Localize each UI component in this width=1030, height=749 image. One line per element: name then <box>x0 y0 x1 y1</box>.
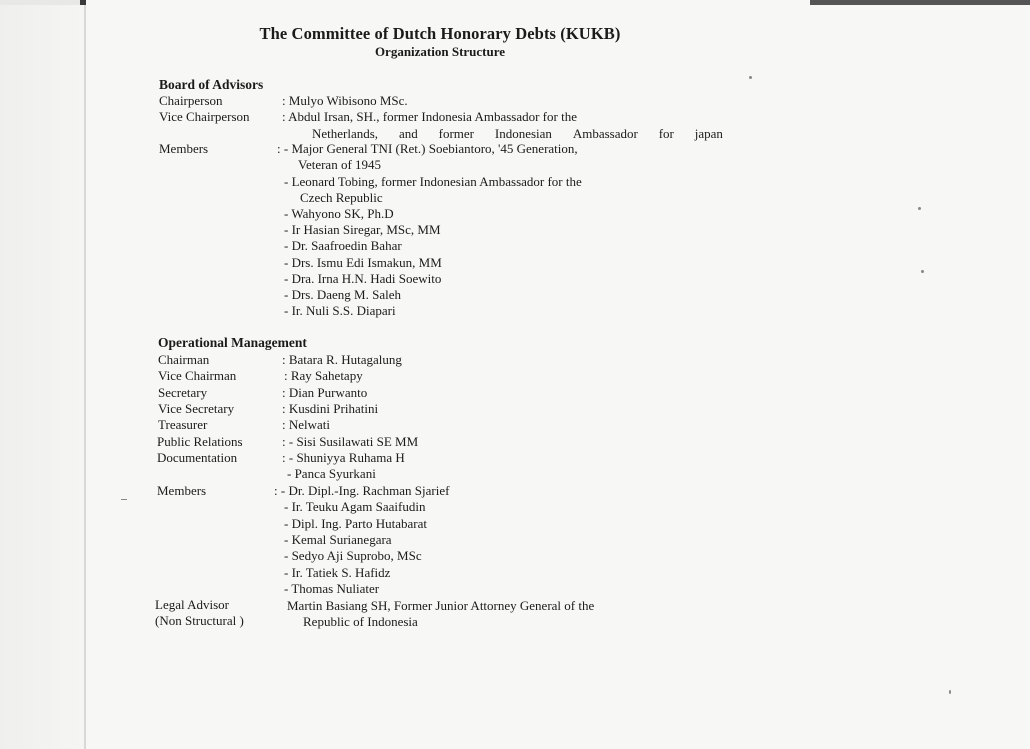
value-chairperson: : Mulyo Wibisono MSc. <box>282 93 408 108</box>
label-chairperson: Chairperson <box>159 93 223 108</box>
board-member-line: - Drs. Daeng M. Saleh <box>284 287 401 302</box>
board-member-line: : - Major General TNI (Ret.) Soebiantoro, '45 Generation, <box>277 141 578 156</box>
section-heading-board: Board of Advisors <box>159 77 264 92</box>
word: for <box>658 126 674 141</box>
operational-member-line: - Kemal Surianegara <box>284 532 392 547</box>
board-member-line: - Ir. Nuli S.S. Diapari <box>284 303 396 318</box>
operational-member-line: - Ir. Teuku Agam Saaifudin <box>284 499 426 514</box>
word: former <box>438 126 474 141</box>
label-legal-advisor: Legal Advisor <box>155 597 230 612</box>
label-board-members: Members <box>159 141 209 156</box>
scan-edge <box>0 0 1030 5</box>
label-operational-members: Members <box>157 483 207 498</box>
section-heading-operational: Operational Management <box>158 335 307 350</box>
documentation-continuation: - Panca Syurkani <box>287 466 376 481</box>
word: Indonesian <box>494 126 552 141</box>
operational-member-line: - Thomas Nuliater <box>284 581 380 596</box>
fold-line <box>84 0 86 749</box>
document-subtitle: Organization Structure <box>374 44 506 59</box>
label-role: Documentation <box>157 450 238 465</box>
document-title: The Committee of Dutch Honorary Debts (KUKB) <box>259 24 621 43</box>
value-role: : Ray Sahetapy <box>284 368 363 383</box>
operational-member-line: - Sedyo Aji Suprobo, MSc <box>284 548 422 563</box>
board-member-line: Veteran of 1945 <box>298 157 382 172</box>
scan-speck <box>918 207 921 210</box>
board-member-line: - Drs. Ismu Edi Ismakun, MM <box>284 255 442 270</box>
value-role: : - Shuniyya Ruhama H <box>282 450 405 465</box>
label-role: Vice Chairman <box>158 368 237 383</box>
value-role: : Kusdini Prihatini <box>282 401 379 416</box>
scan-speck <box>921 270 924 273</box>
board-member-line: - Dr. Saafroedin Bahar <box>284 238 402 253</box>
legal-advisor-continuation: Republic of Indonesia <box>303 614 418 629</box>
word: Ambassador <box>572 126 638 141</box>
label-role: Public Relations <box>157 434 243 449</box>
board-member-line: - Dra. Irna H.N. Hadi Soewito <box>284 271 442 286</box>
label-legal-advisor-sub: (Non Structural ) <box>155 613 244 628</box>
value-role: : Batara R. Hutagalung <box>282 352 402 367</box>
operational-member-line: - Ir. Tatiek S. Hafidz <box>284 565 391 580</box>
label-role: Chairman <box>158 352 210 367</box>
board-member-line: - Wahyono SK, Ph.D <box>284 206 394 221</box>
vice-chairperson-continuation <box>312 126 723 142</box>
operational-member-line: - Dipl. Ing. Parto Hutabarat <box>284 516 427 531</box>
label-vice-chairperson: Vice Chairperson <box>159 109 250 124</box>
value-vice-chairperson: : Abdul Irsan, SH., former Indonesia Ambassador for the <box>282 109 577 124</box>
label-role: Secretary <box>158 385 208 400</box>
scan-speck <box>121 499 127 500</box>
operational-member-line: : - Dr. Dipl.-Ing. Rachman Sjarief <box>274 483 450 498</box>
word: japan <box>694 126 723 141</box>
label-role: Treasurer <box>158 417 208 432</box>
board-member-line: - Ir Hasian Siregar, MSc, MM <box>284 222 441 237</box>
value-role: : Nelwati <box>282 417 331 432</box>
board-member-line: - Leonard Tobing, former Indonesian Ambassador for the <box>284 174 582 189</box>
scan-margin <box>0 0 84 749</box>
scan-speck <box>949 690 951 694</box>
word: Netherlands, <box>312 126 379 141</box>
value-role: : - Sisi Susilawati SE MM <box>282 434 419 449</box>
scan-speck <box>749 76 752 79</box>
value-legal-advisor: Martin Basiang SH, Former Junior Attorney General of the <box>287 598 595 613</box>
word: and <box>398 126 418 141</box>
board-member-line: Czech Republic <box>300 190 383 205</box>
label-role: Vice Secretary <box>158 401 235 416</box>
value-role: : Dian Purwanto <box>282 385 368 400</box>
